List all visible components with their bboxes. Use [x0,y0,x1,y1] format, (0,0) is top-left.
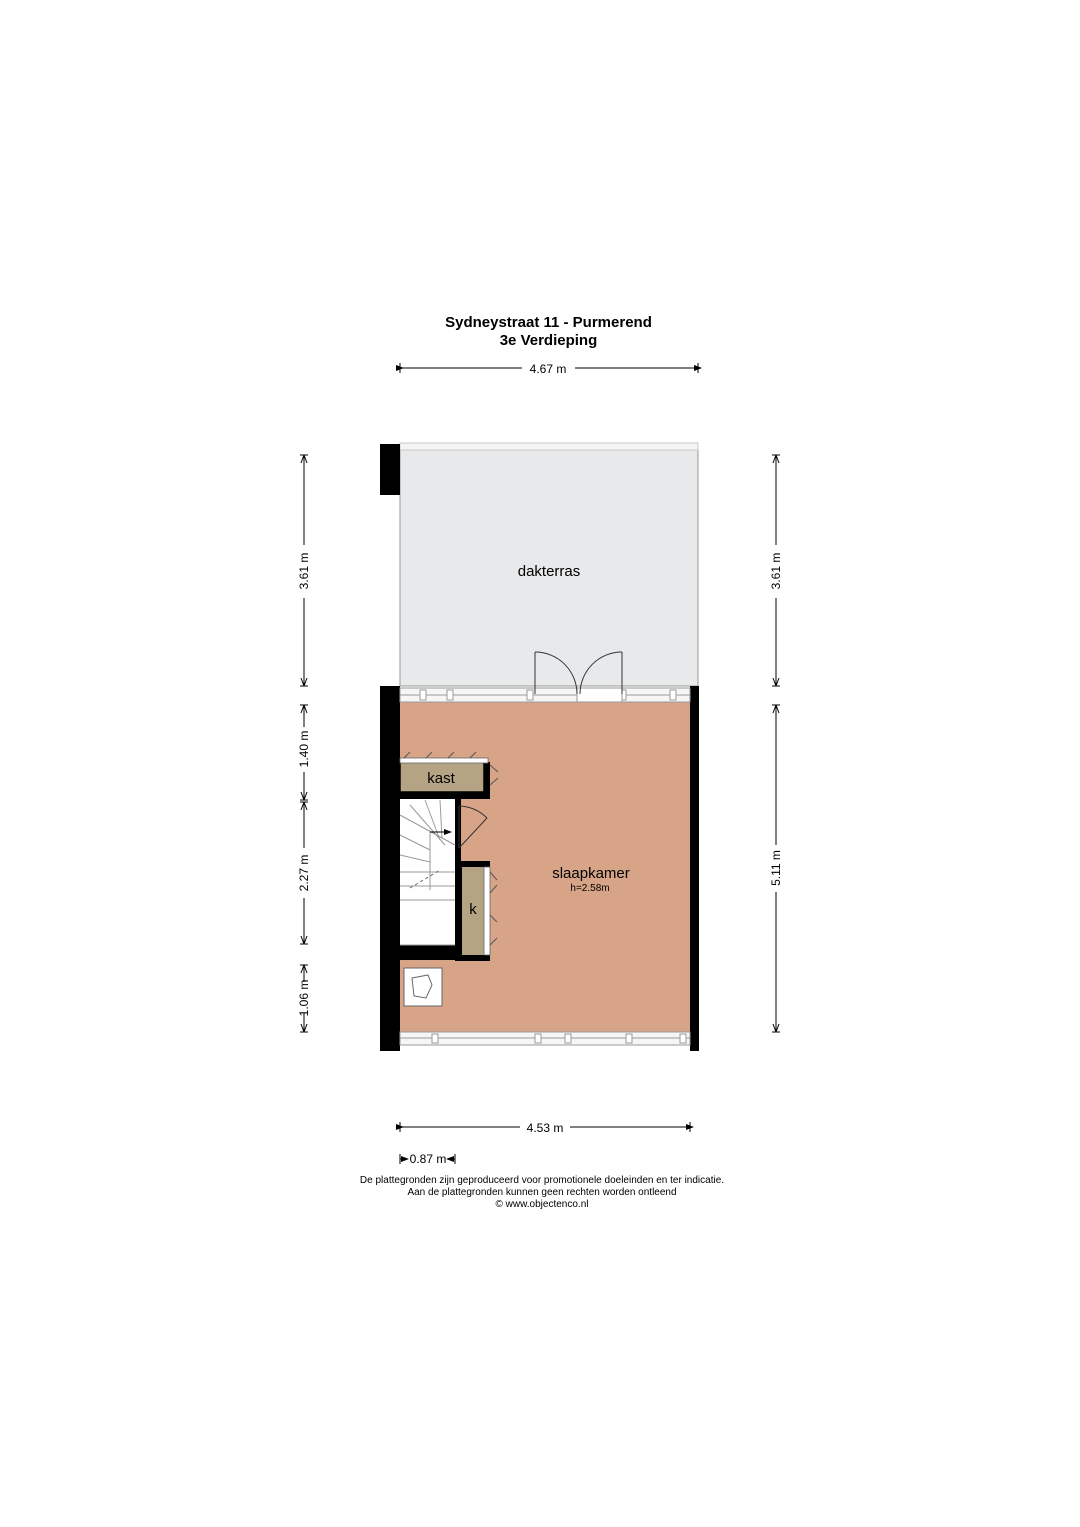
room-height-label: h=2.58m [570,883,610,894]
disclaimer-line-1: De plattegronden zijn geproduceerd voor promotionele doeleinden en ter indicatie. [359,1175,725,1186]
dimension-left-2: 2.27 m [297,854,311,892]
dimension-right [772,455,780,1032]
plan-title: Sydneystraat 11 - Purmerend [445,314,652,331]
room-label-kast: kast [427,770,455,787]
wall-left [380,686,400,1051]
dimension-left-3: 1.06 m [297,979,311,1017]
dimension-left-1: 1.40 m [297,730,311,768]
copyright: © www.objectenco.nl [495,1199,589,1210]
terrace-parapet [380,444,400,495]
room-label-bedroom: slaapkamer [552,865,630,882]
wall-right [690,686,699,1051]
window-strip-top [400,688,690,702]
dimension-small-label: 0.87 m [409,1152,447,1166]
room-label-terrace: dakterras [517,563,581,580]
disclaimer [0,1175,1080,1211]
dimension-right-terrace: 3.61 m [769,552,783,590]
dimension-bottom-label: 4.53 m [526,1121,564,1135]
staircase [400,799,461,960]
dimension-left-terrace: 3.61 m [297,552,311,590]
window-strip-bottom [400,1032,690,1045]
disclaimer-line-2: Aan de plattegronden kunnen geen rechten worden ontleend [407,1187,677,1198]
heater-fixture [404,968,442,1006]
dimension-right-bedroom: 5.11 m [769,850,783,886]
dimension-top-label: 4.67 m [529,362,567,376]
room-label-k: k [469,901,477,918]
floor-title: 3e Verdieping [499,332,598,349]
